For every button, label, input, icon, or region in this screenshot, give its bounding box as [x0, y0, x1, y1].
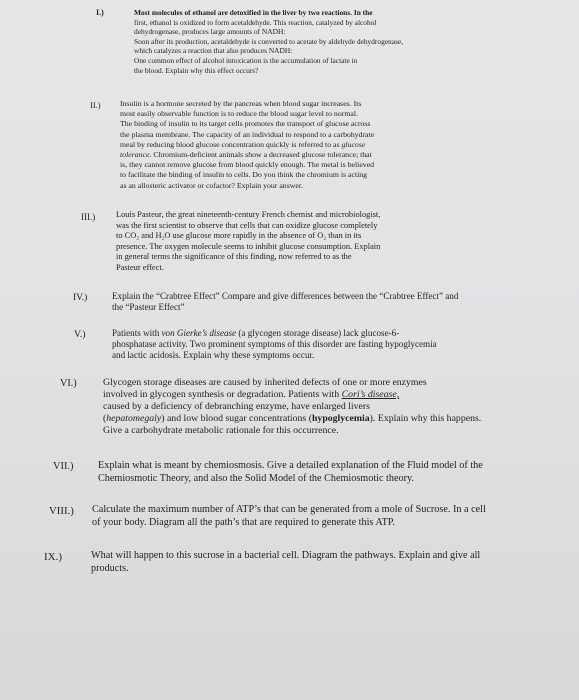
question-number: V.) — [74, 329, 86, 340]
text-line: in general terms the significance of this finding, now referred to as the — [116, 252, 352, 262]
text-line: is, they cannot remove glucose from blood quickly enough. The metal is believed — [120, 160, 375, 170]
question-text — [98, 460, 576, 485]
glucose-term: glucose — [341, 139, 366, 149]
question-number: IX.) — [44, 551, 63, 563]
text-line: Explain what is meant by chemiosmosis. Give a detailed explanation of the Fluid model of the — [98, 460, 483, 471]
text-line: Chemiosmotic Theory, and also the Solid Model of the Chemiosmotic theory. — [98, 472, 414, 484]
text-line: What will happen to this sucrose in a bacterial cell. Diagram the pathways. Explain and give all — [91, 550, 481, 561]
text-line: and lactic acidosis. Explain why these symptoms occur. — [112, 350, 315, 361]
text-line: the “Pasteur Effect” — [112, 302, 185, 313]
question-text — [120, 99, 570, 191]
text-line: was the first scientist to observe that cells that can oxidize glucose completely — [116, 220, 378, 230]
text-segment: ). Explain why this happens. — [369, 413, 482, 424]
question-number: VI.) — [60, 378, 77, 389]
text-segment: ) and low blood sugar concentrations ( — [161, 413, 312, 424]
text-line — [120, 140, 570, 150]
text-line: Pasteur effect. — [116, 262, 164, 272]
text-line: Louis Pasteur, the great nineteenth-century French chemist and microbiologist, — [116, 210, 381, 219]
question-number: II.) — [90, 100, 101, 110]
question-text — [112, 291, 574, 313]
question-number: VIII.) — [49, 505, 74, 517]
question-text — [116, 210, 571, 274]
disease-name: Cori’s disease, — [341, 389, 400, 400]
text-line: Calculate the maximum number of ATP’s that can be generated from a mole of Sucrose. In a cell — [92, 504, 486, 515]
text-line: caused by a deficiency of debranching enzyme, have enlarged livers — [103, 401, 370, 412]
text-line: most easily observable function is to reduce the blood sugar level to normal. — [120, 109, 358, 119]
text-line: the blood. Explain why this effect occurs? — [134, 65, 259, 75]
question-text — [91, 550, 577, 575]
text-line: dehydrogenase, produces large amounts of NADH: — [134, 27, 286, 37]
text-line — [112, 328, 574, 339]
question-number: IV.) — [73, 293, 88, 303]
question-text — [112, 328, 574, 362]
text-line: (hepatomegaly) and low blood sugar concentrations (hypoglycemia). Explain why this happens. — [103, 413, 482, 424]
question-text — [134, 8, 574, 75]
text-line — [103, 389, 575, 401]
question-number: III.) — [81, 212, 96, 222]
text-line: One common effect of alcohol intoxication is the accumulation of lactate in — [134, 55, 358, 65]
text-line: phosphatase activity. Two prominent symptoms of this disorder are fasting hypoglycemia — [112, 339, 437, 350]
text-line: first, ethanol is oxidized to form acetaldehyde. This reaction, catalyzed by alcohol — [134, 17, 377, 27]
question-text — [103, 377, 575, 437]
question-text — [92, 504, 576, 529]
text-line: Insulin is a hormone secreted by the pancreas when blood sugar increases. Its — [120, 99, 362, 108]
text-line: presence. The oxygen molecule seems to inhibit glucose consumption. Explain — [116, 241, 381, 251]
text-segment: . Chromium-deficient animals show a decreased glucose tolerance; that — [149, 150, 372, 160]
tolerance-term: tolerance — [120, 150, 150, 160]
text-line: to facilitate the binding of insulin to cells. Do you think the chromium is acting — [120, 170, 368, 180]
text-line: to CO₂ and H₂O use glucose more rapidly in the absence of O₂ than in its — [116, 231, 362, 241]
text-line: Explain the “Crabtree Effect” Compare and give differences between the “Crabtree Effect” and — [112, 291, 459, 301]
hepatomegaly-term: hepatomegaly — [106, 413, 162, 424]
text-line: Give a carbohydrate metabolic rationale for this occurrence. — [103, 425, 339, 436]
text-segment: Patients with — [112, 328, 162, 338]
text-segment: (a glycogen storage disease) lack glucose-6- — [236, 328, 400, 338]
text-line: Soon after its production, acetaldehyde is converted to acetate by aldehyde dehydrogenase, — [134, 36, 404, 46]
text-line: Glycogen storage diseases are caused by inherited defects of one or more enzymes — [103, 377, 427, 388]
text-line: which catalyzes a reaction that also produces NADH: — [134, 46, 293, 56]
text-line: The binding of insulin to its target cells promotes the transport of glucose across — [120, 119, 371, 129]
text-line — [120, 150, 570, 160]
question-number: I.) — [96, 8, 104, 17]
question-number: VII.) — [53, 461, 74, 472]
text-segment: meal by reducing blood glucose concentration quickly is referred to as — [120, 139, 342, 149]
text-line: as an allosteric activator or cofactor? Explain your answer. — [120, 180, 303, 190]
text-line: Most molecules of ethanol are detoxified in the liver by two reactions. In the — [134, 8, 373, 17]
hypoglycemia-term: hypoglycemia — [311, 413, 370, 424]
disease-name: von Gierke’s disease — [161, 328, 237, 338]
text-line: products. — [91, 562, 129, 574]
text-line: the plasma membrane. The capacity of an individual to respond to a carbohydrate — [120, 129, 375, 139]
text-segment: involved in glycogen synthesis or degradation. Patients with — [103, 389, 342, 400]
text-line: of your body. Diagram all the path’s that are required to generate this ATP. — [92, 516, 395, 528]
